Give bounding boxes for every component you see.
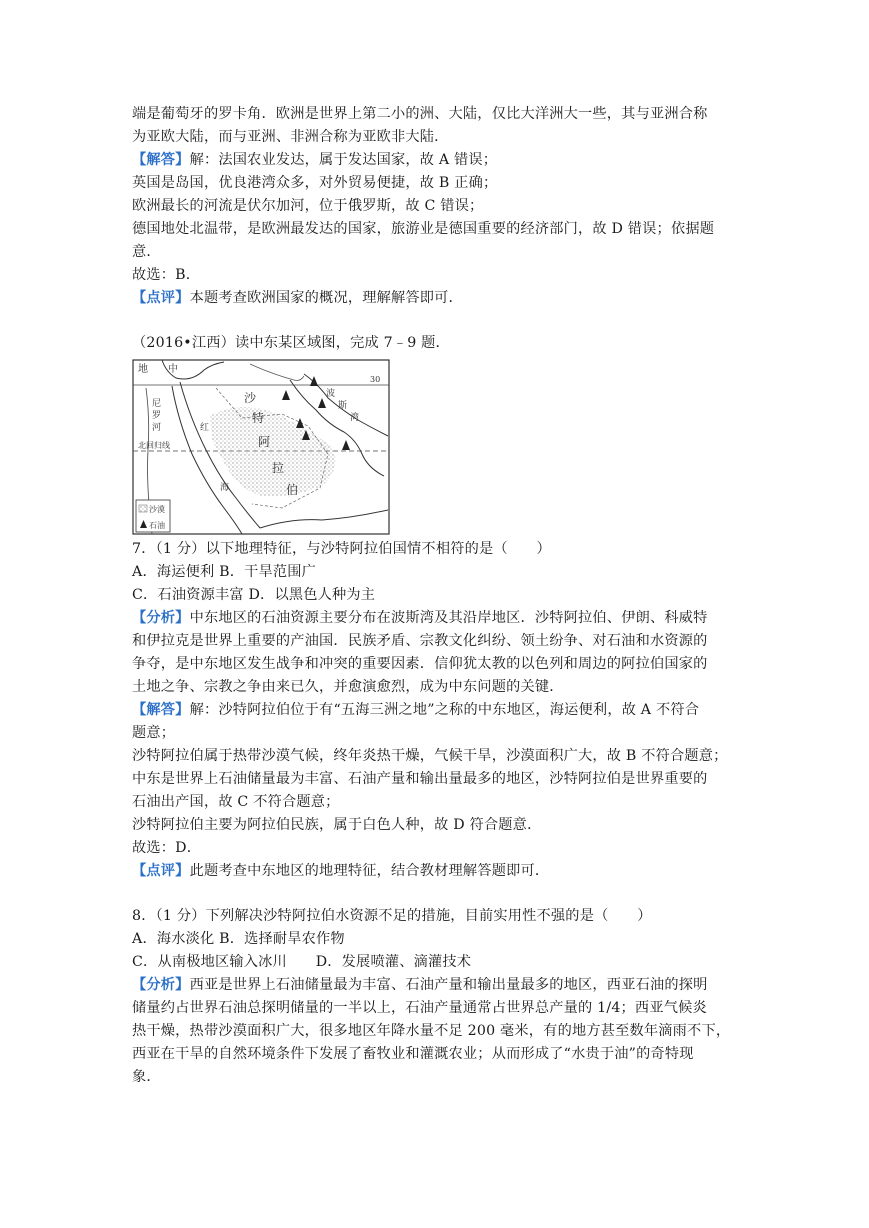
- q8-options-ab: A．海水淡化 B．选择耐旱农作物: [132, 931, 345, 947]
- map-label: 尼: [152, 399, 162, 409]
- map-label: 海: [220, 483, 230, 493]
- map-label: 罗: [152, 411, 162, 421]
- q7-answer-line-5: 石油出产国，故 C 不符合题意；: [132, 794, 340, 810]
- q7-analysis-line-1: 【分析】中东地区的石油资源主要分布在波斯湾及其沿岸地区．沙特阿拉伯、伊朗、科威特: [132, 610, 708, 626]
- q7-answer-line-1: 【解答】解：沙特阿拉伯位于有“五海三洲之地”之称的中东地区，海运便利，故 A 不符合: [132, 702, 700, 718]
- q8-analysis-line-1: 【分析】西亚是世界上石油储量最为丰富、石油产量和输出量最多的地区，西亚石油的探明: [132, 977, 708, 993]
- answer-tag: 【解答】: [132, 152, 190, 168]
- q7-answer-line-4: 中东是世界上石油储量最为丰富、石油产量和输出量最多的地区，沙特阿拉伯是世界重要的: [132, 771, 708, 787]
- q7-answer-line-6: 沙特阿拉伯主要为阿拉伯民族，属于白色人种，故 D 符合题意．: [132, 817, 542, 833]
- q7-choice: 故选：D．: [132, 840, 202, 856]
- q6-answer-line-5: 意．: [132, 244, 161, 260]
- comment-tag: 【点评】: [132, 863, 190, 879]
- map-label: 湾: [350, 413, 360, 423]
- q6-answer-line-2: 英国是岛国，优良港湾众多，对外贸易便捷，故 B 正确；: [132, 175, 498, 191]
- map-label: 地: [138, 364, 148, 375]
- q6-answer-line-1: 【解答】解：法国农业发达，属于发达国家，故 A 错误；: [132, 152, 498, 168]
- middle-east-map: [132, 358, 390, 536]
- q7-options-cd: C．石油资源丰富 D．以黑色人种为主: [132, 587, 376, 603]
- q7-answer-line-2: 题意；: [132, 725, 176, 741]
- q8-analysis-line-5: 象．: [132, 1069, 161, 1085]
- q7-analysis-line-2: 和伊拉克是世界上重要的产油国．民族矛盾、宗教文化纠纷、领土纷争、对石油和水资源的: [132, 633, 708, 649]
- map-label: 特: [252, 411, 265, 425]
- q8-analysis-line-2: 储量约占世界石油总探明储量的一半以上，石油产量通常占世界总产量的 1/4；西亚气候炎: [132, 1000, 707, 1016]
- q7-answer-line-3: 沙特阿拉伯属于热带沙漠气候，终年炎热干燥，气候干旱，沙漠面积广大，故 B 不符合题意；: [132, 748, 728, 764]
- q6-comment: 【点评】本题考查欧洲国家的概况，理解解答即可．: [132, 290, 463, 306]
- q6-answer-line-4: 德国地处北温带，是欧洲最发达的国家，旅游业是德国重要的经济部门，故 D 错误；依据题: [132, 221, 715, 237]
- q6-answer-line-3: 欧洲最长的河流是伏尔加河，位于俄罗斯，故 C 错误；: [132, 198, 484, 214]
- map-label: 河: [152, 423, 162, 433]
- q6-choice: 故选：B．: [132, 267, 201, 283]
- map-label: 石油: [149, 521, 165, 530]
- q7-options-ab: A．海运便利 B．干旱范围广: [132, 564, 317, 580]
- map-label: 沙: [244, 391, 257, 405]
- map-label: 拉: [272, 461, 285, 475]
- legend-desert-swatch: [139, 505, 147, 512]
- map-label: 波: [326, 389, 336, 399]
- q7-analysis-line-3: 争夺，是中东地区发生战争和冲突的重要因素．信仰犹太教的以色列和周边的阿拉伯国家的: [132, 656, 708, 672]
- answer-tag: 【解答】: [132, 702, 190, 718]
- analysis-tag: 【分析】: [132, 610, 190, 626]
- q7-analysis-line-4: 土地之争、宗教之争由来已久，并愈演愈烈，成为中东问题的关键．: [132, 679, 564, 695]
- q7-comment: 【点评】此题考查中东地区的地理特征，结合教材理解答题即可．: [132, 863, 550, 879]
- q8-stem: 8．（1 分）下列解决沙特阿拉伯水资源不足的措施，目前实用性不强的是（ ）: [132, 908, 652, 924]
- q8-analysis-line-4: 西亚在干旱的自然环境条件下发展了畜牧业和灌溉农业；从而形成了“水贵于油”的奇特现: [132, 1046, 694, 1062]
- map-label: 红: [200, 423, 210, 433]
- intro-line-2: 为亚欧大陆，而与亚洲、非洲合称为亚欧非大陆．: [132, 129, 449, 145]
- q7-stem: 7．（1 分）以下地理特征，与沙特阿拉伯国情不相符的是（ ）: [132, 541, 551, 557]
- map-label: 斯: [338, 401, 348, 411]
- q8-analysis-line-3: 热干燥，热带沙漠面积广大，很多地区年降水量不足 200 毫米，有的地方甚至数年滴雨不下，: [132, 1023, 731, 1039]
- map-label: 伯: [286, 483, 299, 497]
- comment-tag: 【点评】: [132, 290, 190, 306]
- map-label: 沙漠: [149, 505, 165, 514]
- q8-options-cd: C．从南极地区输入冰川 D．发展喷灌、滴灌技术: [132, 954, 472, 970]
- map-label: 中: [168, 364, 178, 375]
- analysis-tag: 【分析】: [132, 977, 190, 993]
- intro-line-1: 端是葡萄牙的罗卡角．欧洲是世界上第二小的洲、大陆，仅比大洋洲大一些，其与亚洲合称: [132, 106, 708, 122]
- map-label: 阿: [258, 435, 271, 449]
- map-label: 北回归线: [138, 441, 170, 450]
- group-intro: （2016•江西）读中东某区域图，完成 7﹣9 题．: [132, 335, 450, 351]
- map-label: 30: [370, 375, 381, 384]
